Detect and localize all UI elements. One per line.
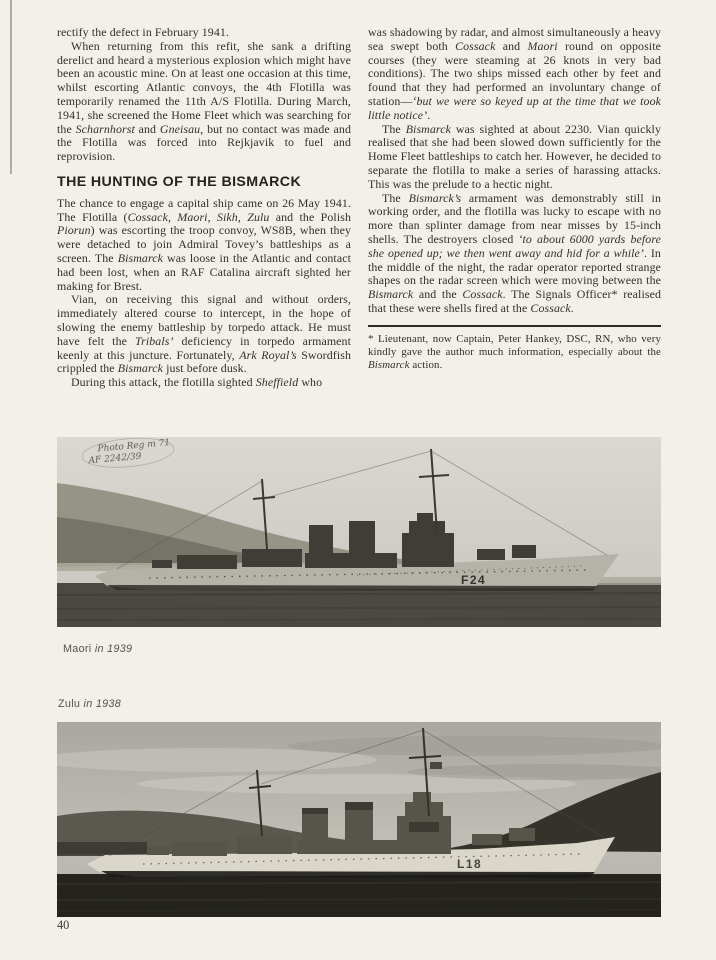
page-number: 40 — [57, 918, 70, 932]
paragraph: When returning from this refit, she sank a drifting derelict and heard a mysterious explosion which might have been an acoustic mine. On at least one occasion at this time, whilst escorting Atlantic convoys, the 4th Flotilla was temporarily renamed the 11th A/S Flotilla. During March, 1941, she screened the Home Fleet which was searching for the Scharnhorst and Gneisau, but no contact was made and the Flotilla was forced into Rejkjavik to fuel and reprovision. — [57, 38, 351, 164]
right-column-body — [368, 26, 661, 316]
photo1-waterline — [107, 585, 597, 591]
footnote-rule — [368, 325, 661, 327]
photo2-signal-flag — [430, 762, 442, 769]
ship-photo-zulu — [57, 722, 661, 917]
photo2-waterline — [101, 871, 595, 878]
footnote-text: * Lieutenant, now Captain, Peter Hankey, DSC, RN, who very kindly gave the author much information, especially about the Bismarck action. — [368, 332, 661, 372]
paragraph: Vian, on receiving this signal and without orders, immediately altered course to intercept, in the hope of slowing the enemy battleship by torpedo attack. He must have felt the Tribals’ deficiency in torpedo armament keenly at this juncture. Fortunately, Ark Royal’s Swordfish crippled the Bismarck just before dusk. — [57, 292, 352, 376]
ship-photo-zulu-image — [57, 722, 661, 917]
paragraph: The Bismarck’s armament was demonstrably still in working order, and the flotilla was lucky to escape with no more than splinter damage from near misses by 15-inch shells. The destroyers closed ‘to about 6000 yards before she opened up; we then went away and hid for a while’. In the middle of the night, the radar operator reported strange shapes on the radar screen which were moving between the Bismarck and the Cossack. The Signals Officer* realised that these were shells fired at the Cossack. — [368, 190, 661, 315]
left-column — [57, 26, 351, 390]
paragraph: The Bismarck was sighted at about 2230. Vian quickly realised that she had been slowed down sufficiently for the Home Fleet battleships to catch her. However, he decided to separate the flotilla to make a series of harassing attacks. This was the prelude to a hectic night. — [368, 121, 661, 191]
paragraph: During this attack, the flotilla sighted Sheffield who — [71, 375, 323, 390]
photo1-pennant-number: F24 — [461, 573, 487, 587]
left-column-intro — [57, 26, 351, 164]
paragraph: was shadowing by radar, and almost simultaneously a heavy sea swept both Cossack and Maori round on opposite courses (they were steaming at 26 knots in very bad conditions). The two ships missed each other by feet and found that they had performed an involuntary change of station—‘but we were so keyed up at the time that we took little notice’. — [368, 25, 661, 122]
photo1-annotation-line1: Photo Reg m 71 — [97, 438, 171, 455]
paragraph: The chance to engage a capital ship came on 26 May 1941. The Flotilla (Cossack, Maori, Sikh, Zulu and the Polish Piorun) was escorting the troop convoy, WS8B, when they were detached to join Admiral Tovey’s battleships as a screen. The Bismarck was loose in the Atlantic and contact had been lost, when an RAF Catalina aircraft sighted her making for Brest. — [57, 195, 351, 293]
section-heading: THE HUNTING OF THE BISMARCK — [57, 173, 302, 190]
page-edge-mark — [10, 0, 12, 174]
photo2-pennant-number: L18 — [457, 857, 483, 871]
photo1-annotation-line2: AF 2242/39 — [88, 451, 142, 467]
photo-caption-maori: Maori in 1939 — [63, 643, 133, 655]
paragraph: rectify the defect in February 1941. — [57, 25, 229, 39]
ship-photo-maori — [57, 437, 661, 627]
left-column-body — [57, 197, 351, 390]
ship-photo-maori-image — [57, 437, 661, 627]
photo-caption-zulu: Zulu in 1938 — [58, 698, 122, 710]
footnote — [368, 325, 661, 373]
photo2-hills-far-left — [57, 842, 147, 856]
right-column — [368, 26, 661, 372]
